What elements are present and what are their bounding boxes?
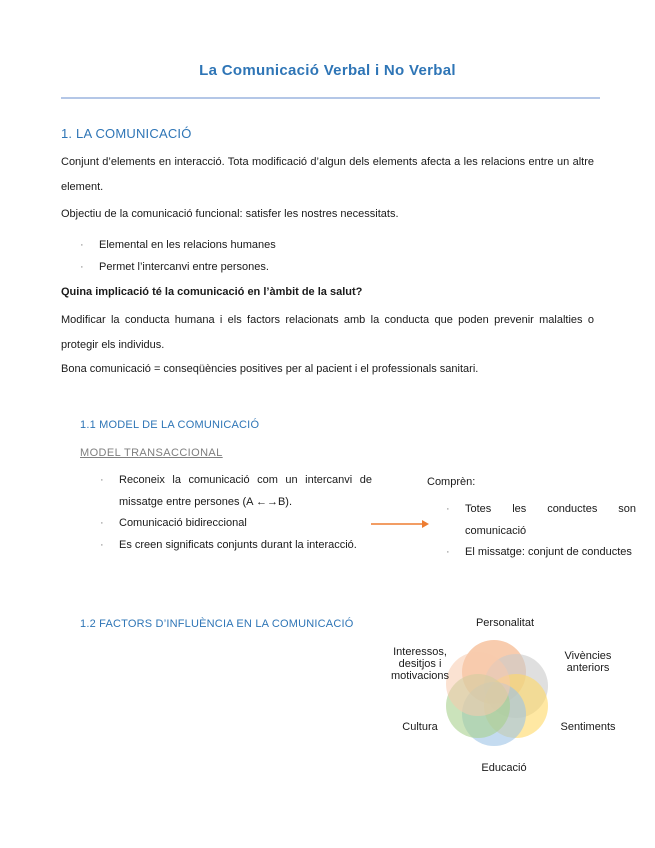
section-heading-model: 1.1 MODEL DE LA COMUNICACIÓ	[80, 419, 260, 431]
model-left-column	[100, 470, 372, 556]
section-heading-comunicacio: 1. LA COMUNICACIÓ	[61, 126, 192, 141]
venn-label-cultura: Cultura	[402, 721, 438, 733]
objective-bullet-list	[80, 234, 276, 278]
model-right-intro: Comprèn:	[427, 476, 476, 488]
venn-label-interessos: Interessos, desitjos i motivacions	[390, 646, 450, 682]
list-item: · Totes les conductes son comunicació	[446, 499, 636, 542]
venn-label-educacio: Educació	[481, 762, 527, 774]
objective-paragraph: Objectiu de la comunicació funcional: satisfer les nostres necessitats.	[61, 208, 399, 220]
document-title: La Comunicació Verbal i No Verbal	[199, 62, 456, 79]
venn-label-personalitat: Personalitat	[475, 617, 535, 629]
model-right-column	[446, 499, 636, 564]
title-divider	[61, 97, 600, 99]
list-item: · Permet l’intercanvi entre persones.	[80, 256, 276, 278]
section-heading-factors: 1.2 FACTORS D’INFLUÈNCIA EN LA COMUNICACIÓ	[80, 618, 354, 630]
consequence-paragraph: Bona comunicació = conseqüències positives per al pacient i el professionals sanitari.	[61, 363, 479, 375]
venn-label-sentiments: Sentiments	[560, 721, 616, 733]
list-item: · Reconeix la comunicació com un intercanvi de missatge entre persones (A ←→B).	[100, 470, 372, 513]
list-item: · Elemental en les relacions humanes	[80, 234, 276, 256]
list-item: · Es creen significats conjunts durant la interacció.	[100, 535, 372, 557]
health-question: Quina implicació té la comunicació en l’àmbit de la salut?	[61, 286, 363, 298]
definition-paragraph: Conjunt d’elements en interacció. Tota modificació d’algun dels elements afecta a les relacions entre un altre element.	[61, 156, 594, 193]
list-item: · El missatge: conjunt de conductes	[446, 542, 636, 564]
subheading-model-transaccional: MODEL TRANSACCIONAL	[80, 447, 223, 459]
list-item: · Comunicació bidireccional	[100, 513, 372, 535]
venn-label-vivencies: Vivències anteriors	[564, 650, 612, 674]
factors-venn-diagram	[440, 634, 570, 764]
health-answer-paragraph: Modificar la conducta humana i els factors relacionats amb la conducta que poden prevenir malalties o protegir els individus.	[61, 314, 594, 351]
arrow-right-icon	[370, 517, 430, 531]
